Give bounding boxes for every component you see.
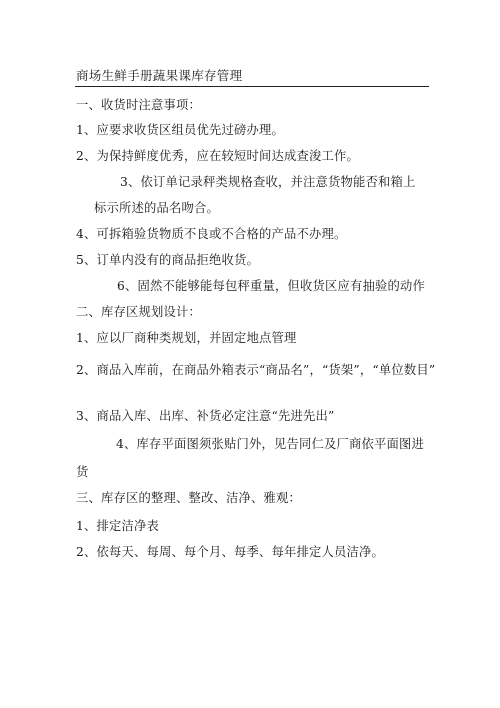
list-item: 1、应以厂商种类规划，并固定地点管理	[76, 331, 297, 345]
list-item: 4、库存平面图须张贴门外，见告同仁及厂商依平面图进	[116, 437, 424, 451]
section-heading-storage-cleaning: 三、库存区的整理、整改、洁净、雅观：	[76, 491, 301, 505]
list-item: 3、商品入库、出库、补货必定注意“先进先出”	[76, 409, 335, 423]
list-item: 1、应要求收货区组员优先过磅办理。	[76, 123, 284, 137]
document-title: 商场生鲜手册蔬果课库存管理	[76, 68, 243, 83]
section-heading-storage-planning: 二、库存区规划设计：	[76, 305, 201, 319]
section-heading-receiving: 一、收货时注意事项：	[76, 98, 201, 112]
list-item-continuation: 货	[76, 465, 89, 479]
list-item-continuation: 标示所述的品名吻合。	[94, 201, 219, 215]
list-item: 1、排定洁净表	[76, 519, 160, 533]
title-underline	[75, 86, 429, 87]
list-item: 2、依每天、每周、每个月、每季、每年排定人员洁净。	[76, 545, 384, 559]
list-item: 6、固然不能够能每包秤重量，但收货区应有抽验的动作	[117, 279, 425, 293]
list-item: 5、订单内没有的商品拒绝收货。	[76, 253, 259, 267]
list-item: 3、依订单记录秤类规格查收，并注意货物能否和箱上	[120, 175, 416, 189]
list-item: 4、可拆箱验货物质不良或不合格的产品不办理。	[76, 227, 347, 241]
list-item: 2、为保持鲜度优秀，应在较短时间达成查浚工作。	[76, 149, 359, 163]
list-item: 2、商品入库前，在商品外箱表示“商品名”，“货架”，“单位数目”	[76, 363, 436, 377]
